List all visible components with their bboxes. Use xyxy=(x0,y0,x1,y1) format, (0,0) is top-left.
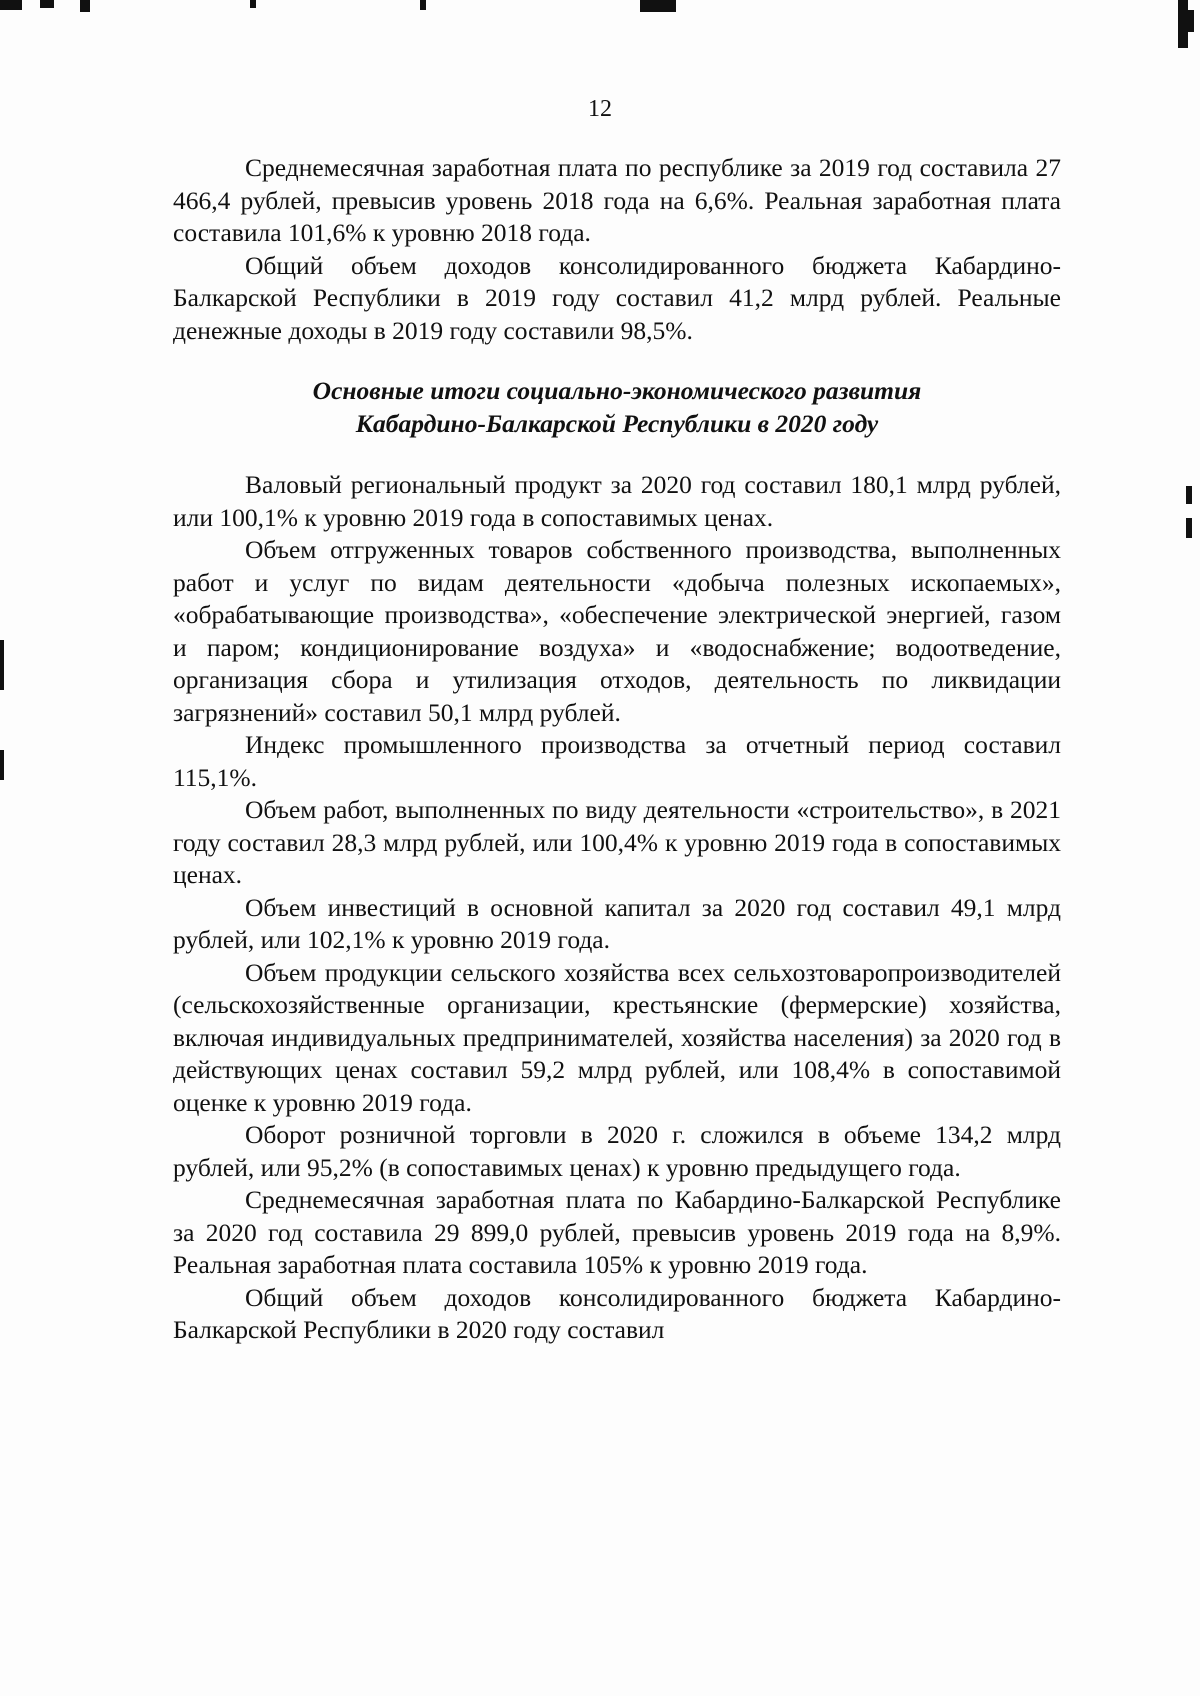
paragraph: Валовый региональный продукт за 2020 год составил 180,1 млрд рублей, или 100,1% к уровню 2019 года в сопоставимых ценах. xyxy=(173,470,1061,532)
paragraph: Индекс промышленного производства за отчетный период составил 115,1%. xyxy=(173,730,1061,792)
scan-artifact xyxy=(0,0,22,10)
scan-artifact xyxy=(0,750,4,780)
scan-artifact xyxy=(1186,486,1192,504)
paragraph: Объем работ, выполненных по виду деятельности «строительство», в 2021 году составил 28,3 млрд рублей, или 100,4% к уровню 2019 года в сопоставимых ценах. xyxy=(173,795,1061,889)
document-body xyxy=(173,152,1061,1347)
scan-artifact xyxy=(1188,10,1194,32)
scan-artifact xyxy=(420,0,426,10)
section-heading-line: Кабардино-Балкарской Республики в 2020 году xyxy=(355,408,879,438)
page-number: 12 xyxy=(588,96,612,122)
scan-artifact xyxy=(250,0,256,8)
section-heading-line: Основные итоги социально-экономического развития xyxy=(312,376,922,405)
scan-artifact xyxy=(1186,518,1192,538)
paragraph: Объем продукции сельского хозяйства всех сельхозтоваропроизводителей (сельскохозяйственные организации, крестьянские (фермерские) хозяйства, включая индивидуальных предпринимателей, хозяйства населения) за 2020 год в действующих ценах составил 59,2 млрд рублей, или 108,4% в сопоставимой оценке к уровню 2019 года. xyxy=(173,957,1061,1117)
paragraph: Оборот розничной торговли в 2020 г. сложился в объеме 134,2 млрд рублей, или 95,2% (в сопоставимых ценах) к уровню предыдущего года. xyxy=(173,1120,1061,1182)
paragraph: Объем отгруженных товаров собственного производства, выполненных работ и услуг по видам деятельности «добыча полезных ископаемых», «обрабатывающие производства», «обеспечение электрической энергией, газом и паром; кондиционирование воздуха» и «водоснабжение; водоотведение, организация сбора и утилизация отходов, деятельность по ликвидации загрязнений» составил 50,1 млрд рублей. xyxy=(173,535,1061,727)
scan-artifact xyxy=(640,0,676,12)
scan-artifact xyxy=(0,640,4,690)
scan-artifact xyxy=(80,0,90,12)
paragraph: Среднемесячная заработная плата по Кабардино-Балкарской Республике за 2020 год составила 29 899,0 рублей, превысив уровень 2019 года на 8,9%. Реальная заработная плата составила 105% к уровню 2019 года. xyxy=(173,1185,1061,1279)
scan-artifact xyxy=(40,0,54,8)
paragraph: Общий объем доходов консолидированного бюджета Кабардино-Балкарской Республики в 2020 году составил xyxy=(173,1282,1061,1344)
section-heading xyxy=(173,375,1061,440)
paragraph: Среднемесячная заработная плата по республике за 2019 год составила 27 466,4 рублей, превысив уровень 2018 года на 6,6%. Реальная заработная плата составила 101,6% к уровню 2018 года. xyxy=(173,153,1061,247)
scan-artifact xyxy=(1178,0,1188,48)
paragraph: Общий объем доходов консолидированного бюджета Кабардино-Балкарской Республики в 2019 году составил 41,2 млрд рублей. Реальные денежные доходы в 2019 году составили 98,5%. xyxy=(173,250,1061,345)
paragraph: Объем инвестиций в основной капитал за 2020 год составил 49,1 млрд рублей, или 102,1% к уровню 2019 года. xyxy=(173,892,1061,954)
